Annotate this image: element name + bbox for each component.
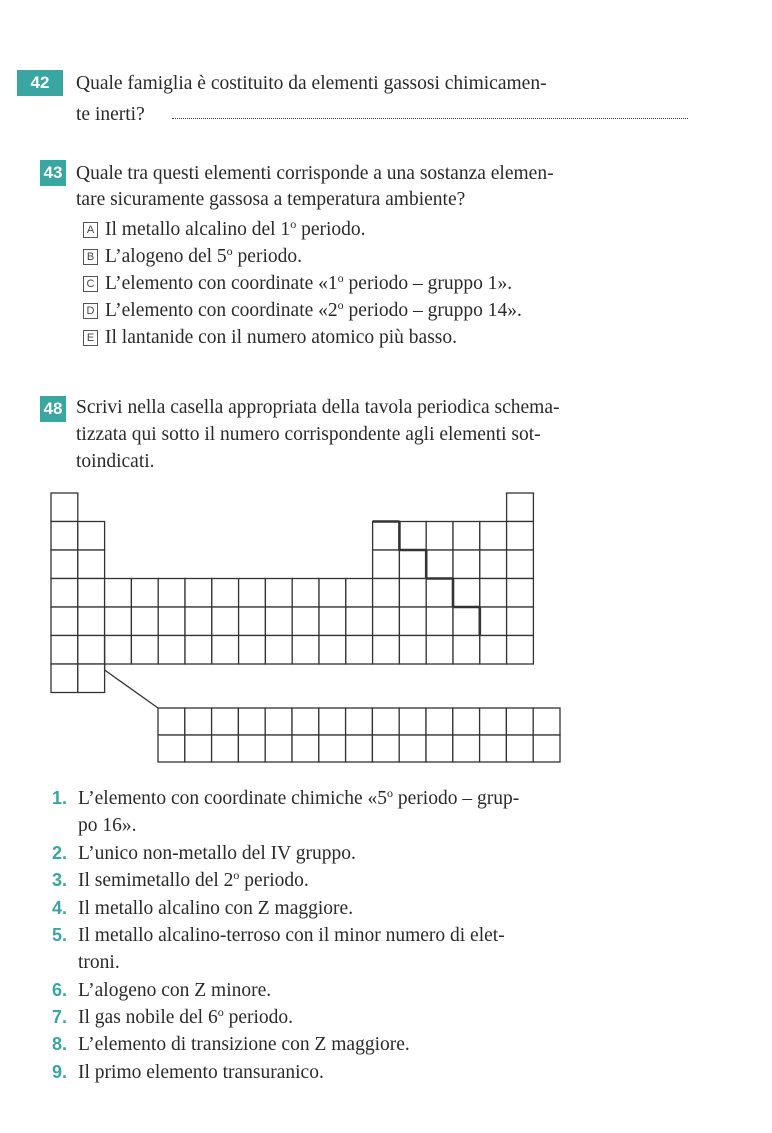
f-block-cell-r1-c11[interactable] [426, 708, 453, 735]
f-block-connector [105, 670, 158, 708]
f-block-cell-r2-c9[interactable] [372, 735, 399, 762]
table-cell-p5-g15[interactable] [426, 607, 453, 636]
question-number-48: 48 [40, 396, 66, 422]
f-block-cell-r2-c15[interactable] [533, 735, 560, 762]
f-block-cell-r2-c3[interactable] [212, 735, 239, 762]
table-cell-p2-g13[interactable] [373, 522, 400, 551]
table-cell-p3-g17[interactable] [480, 550, 507, 579]
table-cell-p4-g10[interactable] [292, 579, 319, 608]
table-cell-p3-g14[interactable] [399, 550, 426, 579]
table-cell-p7-g2[interactable] [78, 664, 105, 693]
f-block-cell-r2-c14[interactable] [506, 735, 533, 762]
f-block-cell-r2-c1[interactable] [158, 735, 185, 762]
f-block-cell-r2-c2[interactable] [185, 735, 212, 762]
f-block-cell-r1-c12[interactable] [453, 708, 480, 735]
list-item-text-cont: troni. [78, 952, 120, 973]
table-cell-p6-g7[interactable] [212, 636, 239, 665]
table-cell-p4-g6[interactable] [185, 579, 212, 608]
table-cell-p4-g2[interactable] [78, 579, 105, 608]
table-cell-p6-g2[interactable] [78, 636, 105, 665]
table-cell-p3-g1[interactable] [51, 550, 78, 579]
question-48-text: Scrivi nella casella appropriata della tavola periodica schema- [76, 397, 560, 418]
table-cell-p2-g17[interactable] [480, 522, 507, 551]
f-block-cell-r1-c2[interactable] [185, 708, 212, 735]
f-block-cell-r1-c13[interactable] [480, 708, 507, 735]
f-block-cell-r2-c7[interactable] [319, 735, 346, 762]
table-cell-p6-g10[interactable] [292, 636, 319, 665]
table-cell-p5-g2[interactable] [78, 607, 105, 636]
list-item-number: 9. [52, 1062, 68, 1082]
table-cell-p4-g14[interactable] [399, 579, 426, 608]
table-cell-p6-g4[interactable] [131, 636, 158, 665]
question-42-text: Quale famiglia è costituito da elementi gassosi chimicamen- [76, 73, 547, 94]
table-cell-p4-g17[interactable] [480, 579, 507, 608]
table-cell-p6-g9[interactable] [265, 636, 292, 665]
list-item-text: Il primo elemento transuranico. [78, 1062, 324, 1083]
f-block-cell-r1-c3[interactable] [212, 708, 239, 735]
table-cell-p5-g13[interactable] [373, 607, 400, 636]
f-block-cell-r1-c15[interactable] [533, 708, 560, 735]
table-cell-p3-g13[interactable] [373, 550, 400, 579]
option-e-checkbox[interactable]: E [83, 330, 98, 346]
table-cell-p4-g9[interactable] [265, 579, 292, 608]
table-cell-p5-g6[interactable] [185, 607, 212, 636]
table-cell-p6-g13[interactable] [373, 636, 400, 665]
list-item-text: L’elemento con coordinate chimiche «5$^o$ periodo – grup- [78, 786, 520, 809]
f-block-cell-r2-c6[interactable] [292, 735, 319, 762]
table-cell-p6-g11[interactable] [319, 636, 346, 665]
table-cell-p3-g15[interactable] [426, 550, 453, 579]
table-cell-p2-g1[interactable] [51, 522, 78, 551]
option-b-checkbox[interactable]: B [83, 249, 98, 265]
table-cell-p5-g16[interactable] [453, 607, 480, 636]
f-block-cell-r1-c1[interactable] [158, 708, 185, 735]
table-cell-p5-g11[interactable] [319, 607, 346, 636]
list-item-text: L’elemento di transizione con Z maggiore. [78, 1034, 410, 1055]
option-e-text: Il lantanide con il numero atomico più basso. [105, 327, 457, 348]
table-cell-p5-g14[interactable] [399, 607, 426, 636]
table-cell-p7-g1[interactable] [51, 664, 78, 693]
option-d-checkbox[interactable]: D [83, 303, 98, 319]
table-cell-p6-g8[interactable] [239, 636, 266, 665]
f-block-cell-r1-c9[interactable] [372, 708, 399, 735]
question-42-text-cont: te inerti? [76, 104, 145, 125]
table-cell-p4-g5[interactable] [158, 579, 185, 608]
list-item-text: Il metallo alcalino-terroso con il minor numero di elet- [78, 925, 505, 946]
table-cell-p6-g16[interactable] [453, 636, 480, 665]
f-block-cell-r1-c10[interactable] [399, 708, 426, 735]
f-block-cell-r2-c10[interactable] [399, 735, 426, 762]
table-cell-p2-g18[interactable] [507, 522, 534, 551]
list-item-text: Il semimetallo del 2$^o$ periodo. [78, 868, 309, 891]
table-cell-p4-g13[interactable] [373, 579, 400, 608]
f-block-cell-r2-c8[interactable] [346, 735, 373, 762]
table-cell-p6-g6[interactable] [185, 636, 212, 665]
f-block-cell-r1-c6[interactable] [292, 708, 319, 735]
table-cell-p6-g1[interactable] [51, 636, 78, 665]
f-block-cell-r2-c11[interactable] [426, 735, 453, 762]
question-43-text: Quale tra questi elementi corrisponde a una sostanza elemen- [76, 163, 554, 184]
table-cell-p6-g14[interactable] [399, 636, 426, 665]
list-item-number: 7. [52, 1007, 68, 1027]
table-cell-p4-g1[interactable] [51, 579, 78, 608]
option-d-text: L’elemento con coordinate «2$^o$ periodo – gruppo 14». [105, 298, 522, 321]
f-block-cell-r2-c4[interactable] [238, 735, 265, 762]
table-cell-p1-g18[interactable] [507, 493, 534, 522]
table-cell-p6-g18[interactable] [507, 636, 534, 665]
table-cell-p5-g5[interactable] [158, 607, 185, 636]
question-48-text-cont2: toindicati. [76, 451, 155, 472]
list-item-number: 3. [52, 870, 68, 890]
table-cell-p4-g7[interactable] [212, 579, 239, 608]
table-cell-p3-g18[interactable] [507, 550, 534, 579]
table-cell-p6-g12[interactable] [346, 636, 373, 665]
list-item-text-cont: po 16». [78, 815, 137, 836]
question-number-43: 43 [40, 160, 66, 186]
question-48-text-cont: tizzata qui sotto il numero corrispondente agli elementi sot- [76, 424, 541, 445]
f-block-cell-r1-c7[interactable] [319, 708, 346, 735]
table-cell-p2-g2[interactable] [78, 522, 105, 551]
option-c-checkbox[interactable]: C [83, 276, 98, 292]
table-cell-p5-g9[interactable] [265, 607, 292, 636]
table-cell-p3-g2[interactable] [78, 550, 105, 579]
table-cell-p4-g12[interactable] [346, 579, 373, 608]
table-cell-p4-g15[interactable] [426, 579, 453, 608]
list-item-text: Il gas nobile del 6$^o$ periodo. [78, 1005, 294, 1028]
f-block-cell-r2-c13[interactable] [480, 735, 507, 762]
table-cell-p5-g18[interactable] [507, 607, 534, 636]
table-cell-p4-g3[interactable] [105, 579, 132, 608]
table-cell-p5-g12[interactable] [346, 607, 373, 636]
table-cell-p4-g4[interactable] [131, 579, 158, 608]
table-cell-p5-g1[interactable] [51, 607, 78, 636]
option-a-checkbox[interactable]: A [83, 222, 98, 238]
f-block-cell-r1-c14[interactable] [506, 708, 533, 735]
table-cell-p4-g16[interactable] [453, 579, 480, 608]
f-block-cell-r1-c5[interactable] [265, 708, 292, 735]
f-block-cell-r2-c12[interactable] [453, 735, 480, 762]
table-cell-p4-g11[interactable] [319, 579, 346, 608]
table-cell-p6-g15[interactable] [426, 636, 453, 665]
table-cell-p5-g7[interactable] [212, 607, 239, 636]
list-item-number: 5. [52, 925, 68, 945]
list-item-number: 4. [52, 898, 68, 918]
table-cell-p3-g16[interactable] [453, 550, 480, 579]
list-item-number: 8. [52, 1034, 68, 1054]
list-item-number: 1. [52, 788, 68, 808]
table-cell-p6-g5[interactable] [158, 636, 185, 665]
list-item-text: L’unico non-metallo del IV gruppo. [78, 843, 356, 864]
f-block-cell-r1-c8[interactable] [346, 708, 373, 735]
table-cell-p5-g4[interactable] [131, 607, 158, 636]
f-block-cell-r1-c4[interactable] [238, 708, 265, 735]
option-b-text: L’alogeno del 5$^o$ periodo. [105, 244, 302, 267]
table-cell-p4-g18[interactable] [507, 579, 534, 608]
table-cell-p5-g3[interactable] [105, 607, 132, 636]
table-cell-p5-g8[interactable] [239, 607, 266, 636]
table-cell-p2-g14[interactable] [399, 522, 426, 551]
list-item-number: 6. [52, 980, 68, 1000]
table-cell-p2-g15[interactable] [426, 522, 453, 551]
table-cell-p5-g17[interactable] [480, 607, 507, 636]
table-cell-p2-g16[interactable] [453, 522, 480, 551]
question-43-text-cont: tare sicuramente gassosa a temperatura ambiente? [76, 189, 466, 210]
list-item-number: 2. [52, 843, 68, 863]
f-block-cell-r2-c5[interactable] [265, 735, 292, 762]
question-number-42: 42 [17, 70, 63, 96]
table-cell-p5-g10[interactable] [292, 607, 319, 636]
table-cell-p6-g3[interactable] [105, 636, 132, 665]
list-item-text: L’alogeno con Z minore. [78, 980, 272, 1001]
option-a-text: Il metallo alcalino del 1$^o$ periodo. [105, 217, 366, 240]
table-cell-p1-g1[interactable] [51, 493, 78, 522]
option-c-text: L’elemento con coordinate «1$^o$ periodo – gruppo 1». [105, 271, 513, 294]
table-cell-p4-g8[interactable] [239, 579, 266, 608]
table-cell-p6-g17[interactable] [480, 636, 507, 665]
list-item-text: Il metallo alcalino con Z maggiore. [78, 898, 354, 919]
